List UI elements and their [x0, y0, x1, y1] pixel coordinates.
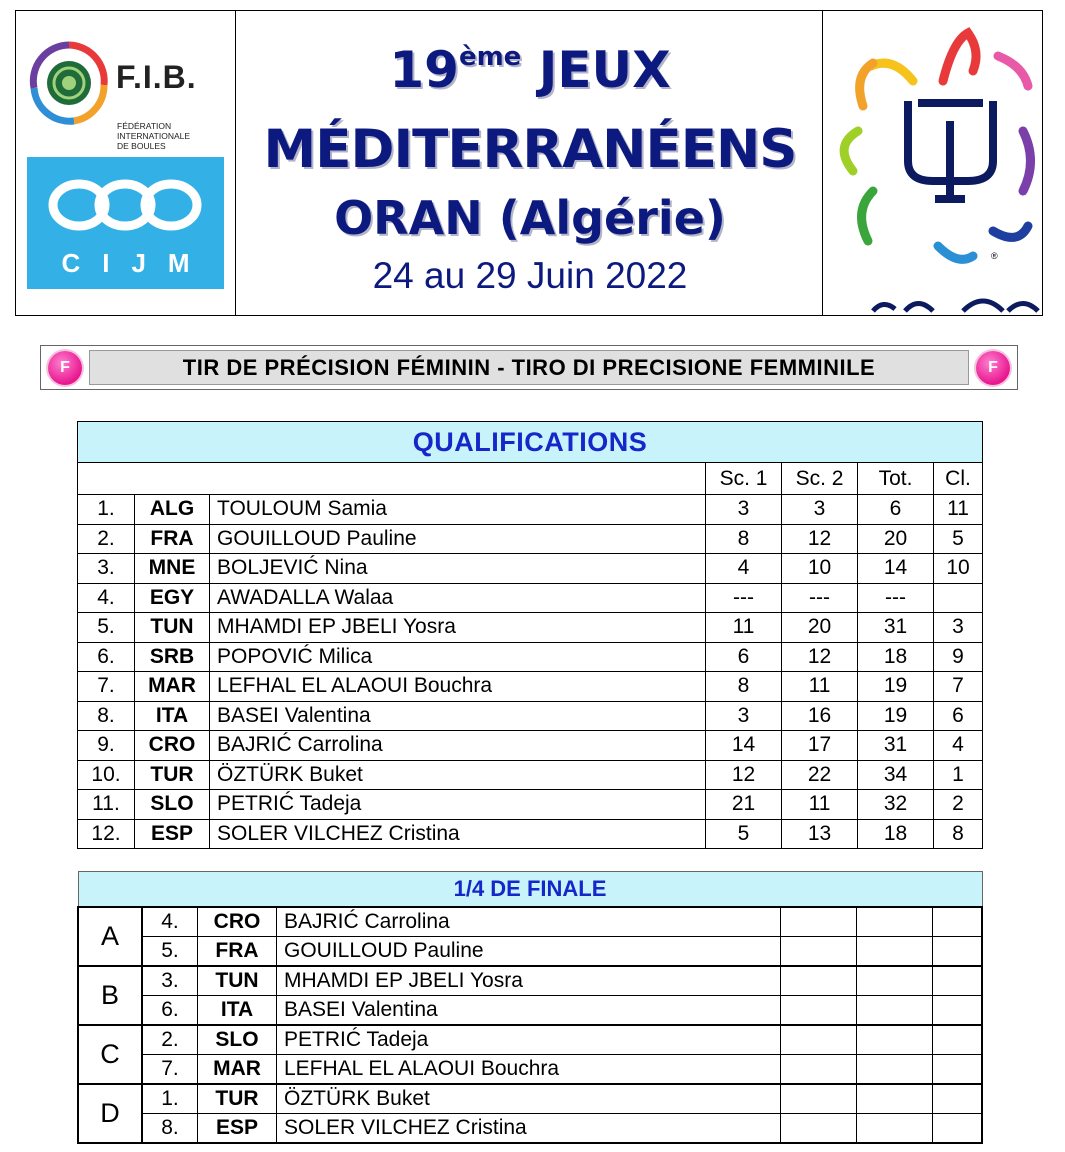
discipline-title: TIR DE PRÉCISION FÉMININ - TIRO DI PRECISIONE FEMMINILE — [89, 350, 969, 385]
score1-cell: 3 — [706, 495, 782, 525]
table-row — [78, 554, 983, 584]
table-row — [78, 731, 983, 761]
match-group-label: B — [78, 966, 142, 1025]
score1-cell: 14 — [706, 731, 782, 761]
score2-cell — [857, 1025, 933, 1055]
nation-cell: MAR — [135, 672, 210, 702]
nation-cell: FRA — [198, 937, 277, 967]
match-group-label: A — [78, 907, 142, 966]
cijm-rings-icon — [27, 157, 224, 237]
player-name-cell: PETRIĆ Tadeja — [277, 1025, 781, 1055]
match-group-label: C — [78, 1025, 142, 1084]
rank-cell: 9. — [78, 731, 135, 761]
female-badge-icon: F — [976, 351, 1010, 385]
rank-cell: 4. — [78, 583, 135, 613]
score2-cell: 11 — [782, 790, 858, 820]
score1-cell: 12 — [706, 760, 782, 790]
header-title-block — [235, 11, 825, 315]
result-cell — [933, 996, 983, 1026]
result-cell — [933, 1055, 983, 1085]
player-name-cell: PETRIĆ Tadeja — [210, 790, 706, 820]
classement-cell: 5 — [934, 524, 983, 554]
match-row — [78, 996, 982, 1026]
score2-cell: 22 — [782, 760, 858, 790]
player-name-cell: SOLER VILCHEZ Cristina — [277, 1114, 781, 1144]
total-cell: 34 — [858, 760, 934, 790]
table-row — [78, 524, 983, 554]
nation-cell: SLO — [198, 1025, 277, 1055]
score1-cell: --- — [706, 583, 782, 613]
column-header-total: Tot. — [858, 463, 934, 495]
seed-cell: 1. — [142, 1084, 198, 1114]
classement-cell: 11 — [934, 495, 983, 525]
quarterfinals-title: 1/4 DE FINALE — [78, 872, 982, 908]
player-name-cell: ÖZTÜRK Buket — [277, 1084, 781, 1114]
score2-cell: 10 — [782, 554, 858, 584]
nation-cell: SLO — [135, 790, 210, 820]
seed-cell: 2. — [142, 1025, 198, 1055]
total-cell: --- — [858, 583, 934, 613]
score1-cell: 5 — [706, 819, 782, 849]
rank-cell: 3. — [78, 554, 135, 584]
qualifications-title-row — [78, 422, 983, 463]
rank-cell: 11. — [78, 790, 135, 820]
rank-cell: 10. — [78, 760, 135, 790]
seed-cell: 8. — [142, 1114, 198, 1144]
title-line-1 — [235, 41, 825, 99]
registered-mark: ® — [991, 251, 998, 261]
score2-cell: --- — [782, 583, 858, 613]
classement-cell: 1 — [934, 760, 983, 790]
result-cell — [933, 907, 983, 937]
nation-cell: CRO — [135, 731, 210, 761]
result-cell — [933, 937, 983, 967]
nation-cell: TUR — [135, 760, 210, 790]
female-badge-icon: F — [48, 351, 82, 385]
classement-cell: 8 — [934, 819, 983, 849]
nation-cell: ALG — [135, 495, 210, 525]
score1-cell: 3 — [706, 701, 782, 731]
fib-emblem-icon — [24, 33, 114, 133]
qualifications-title: QUALIFICATIONS — [78, 422, 983, 463]
seed-cell: 5. — [142, 937, 198, 967]
oran-games-logo — [822, 11, 1042, 315]
total-cell: 6 — [858, 495, 934, 525]
qualifications-body — [78, 495, 983, 849]
match-row — [78, 1055, 982, 1085]
match-row — [78, 966, 982, 996]
classement-cell: 10 — [934, 554, 983, 584]
score1-cell: 21 — [706, 790, 782, 820]
total-cell: 18 — [858, 819, 934, 849]
nation-cell: MAR — [198, 1055, 277, 1085]
qualifications-table — [77, 421, 983, 849]
fib-full-name — [117, 121, 234, 151]
column-header-sc2: Sc. 2 — [782, 463, 858, 495]
rank-cell: 5. — [78, 613, 135, 643]
column-header-rank: Cl. — [934, 463, 983, 495]
classement-cell: 9 — [934, 642, 983, 672]
player-name-cell: AWADALLA Walaa — [210, 583, 706, 613]
score1-cell: 4 — [706, 554, 782, 584]
player-name-cell: BAJRIĆ Carrolina — [210, 731, 706, 761]
score2-cell: 12 — [782, 642, 858, 672]
player-name-cell: BASEI Valentina — [277, 996, 781, 1026]
oran-2022-emblem-icon — [823, 11, 1042, 315]
fib-name-line2: DE BOULES — [117, 141, 166, 151]
nation-cell: ESP — [198, 1114, 277, 1144]
table-row — [78, 613, 983, 643]
cijm-label: CIJM — [61, 248, 212, 278]
match-group-label: D — [78, 1084, 142, 1143]
nation-cell: FRA — [135, 524, 210, 554]
fib-logo — [24, 33, 234, 151]
table-row — [78, 642, 983, 672]
total-cell: 19 — [858, 701, 934, 731]
score2-cell: 17 — [782, 731, 858, 761]
score2-cell: 16 — [782, 701, 858, 731]
result-cell — [933, 1025, 983, 1055]
total-cell: 32 — [858, 790, 934, 820]
match-row — [78, 1084, 982, 1114]
player-name-cell: BAJRIĆ Carrolina — [277, 907, 781, 937]
nation-cell: SRB — [135, 642, 210, 672]
player-name-cell: LEFHAL EL ALAOUI Bouchra — [210, 672, 706, 702]
nation-cell: ITA — [198, 996, 277, 1026]
rank-cell: 1. — [78, 495, 135, 525]
title-line-3: ORAN (Algérie) — [334, 191, 726, 245]
result-cell — [933, 1084, 983, 1114]
title-line-2: MÉDITERRANÉENS — [263, 119, 797, 180]
nation-cell: EGY — [135, 583, 210, 613]
nation-cell: TUR — [198, 1084, 277, 1114]
total-cell: 19 — [858, 672, 934, 702]
player-name-cell: SOLER VILCHEZ Cristina — [210, 819, 706, 849]
edition-number: 19 — [389, 41, 459, 99]
classement-cell: 2 — [934, 790, 983, 820]
score2-cell — [857, 1055, 933, 1085]
result-cell — [933, 1114, 983, 1144]
table-row — [78, 583, 983, 613]
rank-cell: 7. — [78, 672, 135, 702]
table-row — [78, 701, 983, 731]
player-name-cell: LEFHAL EL ALAOUI Bouchra — [277, 1055, 781, 1085]
classement-cell: 4 — [934, 731, 983, 761]
rank-cell: 2. — [78, 524, 135, 554]
score2-cell — [857, 996, 933, 1026]
title-word: JEUX — [538, 41, 671, 99]
player-name-cell: GOUILLOUD Pauline — [210, 524, 706, 554]
quarterfinals-title-row — [78, 872, 982, 908]
rank-cell: 6. — [78, 642, 135, 672]
seed-cell: 6. — [142, 996, 198, 1026]
score1-cell: 6 — [706, 642, 782, 672]
score1-cell: 8 — [706, 524, 782, 554]
quarterfinals-body — [78, 907, 982, 1143]
player-name-cell: POPOVIĆ Milica — [210, 642, 706, 672]
score2-cell: 11 — [782, 672, 858, 702]
total-cell: 31 — [858, 731, 934, 761]
table-row — [78, 790, 983, 820]
score1-cell — [781, 937, 857, 967]
column-header-sc1: Sc. 1 — [706, 463, 782, 495]
table-row — [78, 672, 983, 702]
nation-cell: TUN — [198, 966, 277, 996]
score1-cell: 8 — [706, 672, 782, 702]
player-name-cell: GOUILLOUD Pauline — [277, 937, 781, 967]
seed-cell: 3. — [142, 966, 198, 996]
total-cell: 31 — [858, 613, 934, 643]
player-name-cell: MHAMDI EP JBELI Yosra — [210, 613, 706, 643]
player-name-cell: BOLJEVIĆ Nina — [210, 554, 706, 584]
event-header — [15, 10, 1043, 316]
total-cell: 18 — [858, 642, 934, 672]
score1-cell — [781, 1025, 857, 1055]
score1-cell — [781, 966, 857, 996]
header-blank — [78, 463, 706, 495]
classement-cell: 7 — [934, 672, 983, 702]
nation-cell: CRO — [198, 907, 277, 937]
result-cell — [933, 966, 983, 996]
classement-cell: 6 — [934, 701, 983, 731]
score2-cell — [857, 966, 933, 996]
header-left-logos — [16, 11, 236, 315]
rank-cell: 12. — [78, 819, 135, 849]
discipline-banner — [40, 345, 1018, 390]
player-name-cell: ÖZTÜRK Buket — [210, 760, 706, 790]
score2-cell: 12 — [782, 524, 858, 554]
score1-cell — [781, 907, 857, 937]
score2-cell — [857, 1114, 933, 1144]
qualifications-header-row — [78, 463, 983, 495]
score2-cell: 20 — [782, 613, 858, 643]
score2-cell: 3 — [782, 495, 858, 525]
score1-cell — [781, 1084, 857, 1114]
score1-cell — [781, 1114, 857, 1144]
match-row — [78, 937, 982, 967]
table-row — [78, 495, 983, 525]
total-cell: 20 — [858, 524, 934, 554]
rank-cell: 8. — [78, 701, 135, 731]
quarterfinals-table — [77, 871, 983, 1144]
player-name-cell: BASEI Valentina — [210, 701, 706, 731]
table-row — [78, 760, 983, 790]
score1-cell: 11 — [706, 613, 782, 643]
cijm-logo — [27, 157, 224, 289]
match-row — [78, 1025, 982, 1055]
nation-cell: ITA — [135, 701, 210, 731]
table-row — [78, 819, 983, 849]
seed-cell: 7. — [142, 1055, 198, 1085]
nation-cell: ESP — [135, 819, 210, 849]
classement-cell: 3 — [934, 613, 983, 643]
fib-abbreviation: F.I.B. — [116, 59, 197, 95]
event-dates: 24 au 29 Juin 2022 — [372, 255, 688, 296]
player-name-cell: MHAMDI EP JBELI Yosra — [277, 966, 781, 996]
match-row — [78, 1114, 982, 1144]
score1-cell — [781, 1055, 857, 1085]
score2-cell — [857, 1084, 933, 1114]
nation-cell: TUN — [135, 613, 210, 643]
classement-cell — [934, 583, 983, 613]
total-cell: 14 — [858, 554, 934, 584]
score2-cell — [857, 907, 933, 937]
nation-cell: MNE — [135, 554, 210, 584]
edition-suffix: ème — [458, 42, 522, 72]
fib-name-line1: FÉDÉRATION INTERNATIONALE — [117, 121, 191, 141]
score2-cell — [857, 937, 933, 967]
match-row — [78, 907, 982, 937]
player-name-cell: TOULOUM Samia — [210, 495, 706, 525]
score2-cell: 13 — [782, 819, 858, 849]
score1-cell — [781, 996, 857, 1026]
seed-cell: 4. — [142, 907, 198, 937]
